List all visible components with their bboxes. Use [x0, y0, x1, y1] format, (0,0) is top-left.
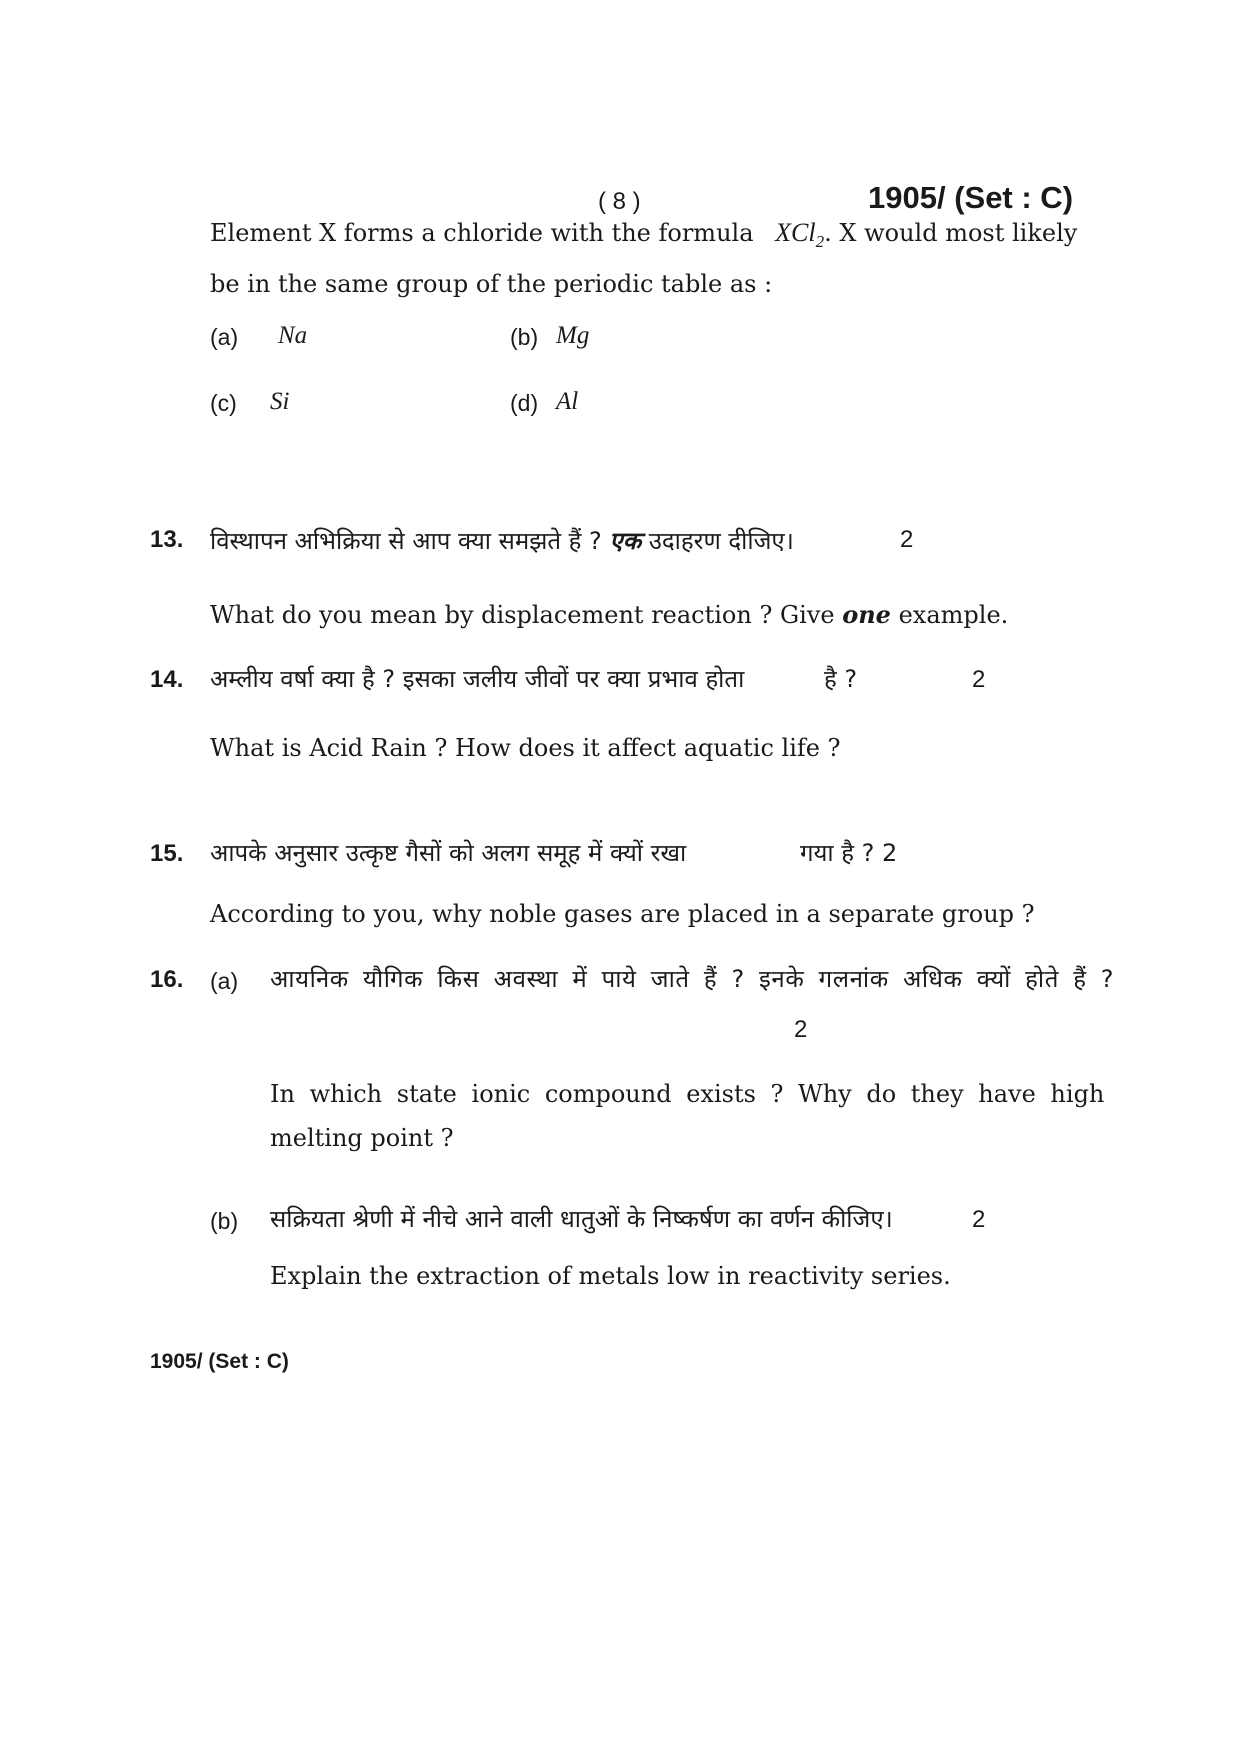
q12-text-part1: Element X forms a chloride with the formula: [210, 219, 754, 247]
q14-hindi-part1: अम्लीय वर्षा क्या है ? इसका जलीय जीवों पर क्या प्रभाव होता: [210, 665, 745, 693]
q16b-hindi: सक्रियता श्रेणी में नीचे आने वाली धातुओं के निष्कर्षण का वर्णन कीजिए।: [270, 1205, 893, 1233]
q15-hindi-part2: गया है ? 2: [800, 839, 898, 867]
q12-line1: [210, 218, 1077, 252]
set-code-header: 1905/ (Set : C): [868, 180, 1074, 215]
option-b-label: (b): [510, 324, 539, 350]
q16b-label: (b): [210, 1208, 239, 1234]
option-a-value: Na: [278, 322, 308, 349]
q16a-hindi: आयनिक यौगिक किस अवस्था में पाये जाते हैं ? इनके गलनांक अधिक क्यों होते हैं ?: [270, 965, 1115, 993]
q16-number: 16.: [150, 966, 184, 993]
set-code-footer: 1905/ (Set : C): [150, 1350, 289, 1373]
q14-hindi-part2: है ?: [824, 665, 858, 693]
chemical-formula: XCl$_2$: [775, 218, 825, 252]
option-a-label: (a): [210, 324, 239, 350]
option-c-value: Si: [270, 388, 290, 415]
page-number: ( 8 ): [598, 188, 641, 215]
q12-line2: be in the same group of the periodic table as :: [210, 270, 773, 298]
q16b-marks: 2: [972, 1206, 986, 1233]
q16a-label: (a): [210, 968, 239, 994]
option-c-label: (c): [210, 390, 237, 416]
option-b-value: Mg: [556, 322, 590, 349]
q16a-marks: 2: [794, 1016, 808, 1043]
q16b-english: Explain the extraction of metals low in reactivity series.: [270, 1262, 951, 1290]
q15-number: 15.: [150, 840, 184, 867]
q14-marks: 2: [972, 666, 986, 693]
q14-english: What is Acid Rain ? How does it affect aquatic life ?: [210, 734, 841, 762]
q13-marks: 2: [900, 526, 914, 553]
q16a-english-line1: In which state ionic compound exists ? Why do they have high: [270, 1080, 1105, 1108]
q15-hindi-part1: आपके अनुसार उत्कृष्ट गैसों को अलग समूह में क्यों रखा: [210, 839, 687, 867]
option-d-label: (d): [510, 390, 539, 416]
option-d-value: Al: [556, 388, 579, 415]
q12-text-part2: . X would most likely: [824, 219, 1078, 247]
q13-hindi-emph: एक: [609, 527, 642, 555]
q13-english: What do you mean by displacement reaction ? Give one example.: [210, 600, 1009, 629]
q13-hindi: विस्थापन अभिक्रिया से आप क्या समझते हैं ? एक उदाहरण दीजिए।: [210, 527, 794, 555]
q14-number: 14.: [150, 666, 184, 693]
q15-english: According to you, why noble gases are placed in a separate group ?: [210, 900, 1035, 928]
q13-number: 13.: [150, 526, 184, 553]
q13-english-emph: one: [842, 600, 891, 629]
q16a-english-line2: melting point ?: [270, 1124, 454, 1152]
